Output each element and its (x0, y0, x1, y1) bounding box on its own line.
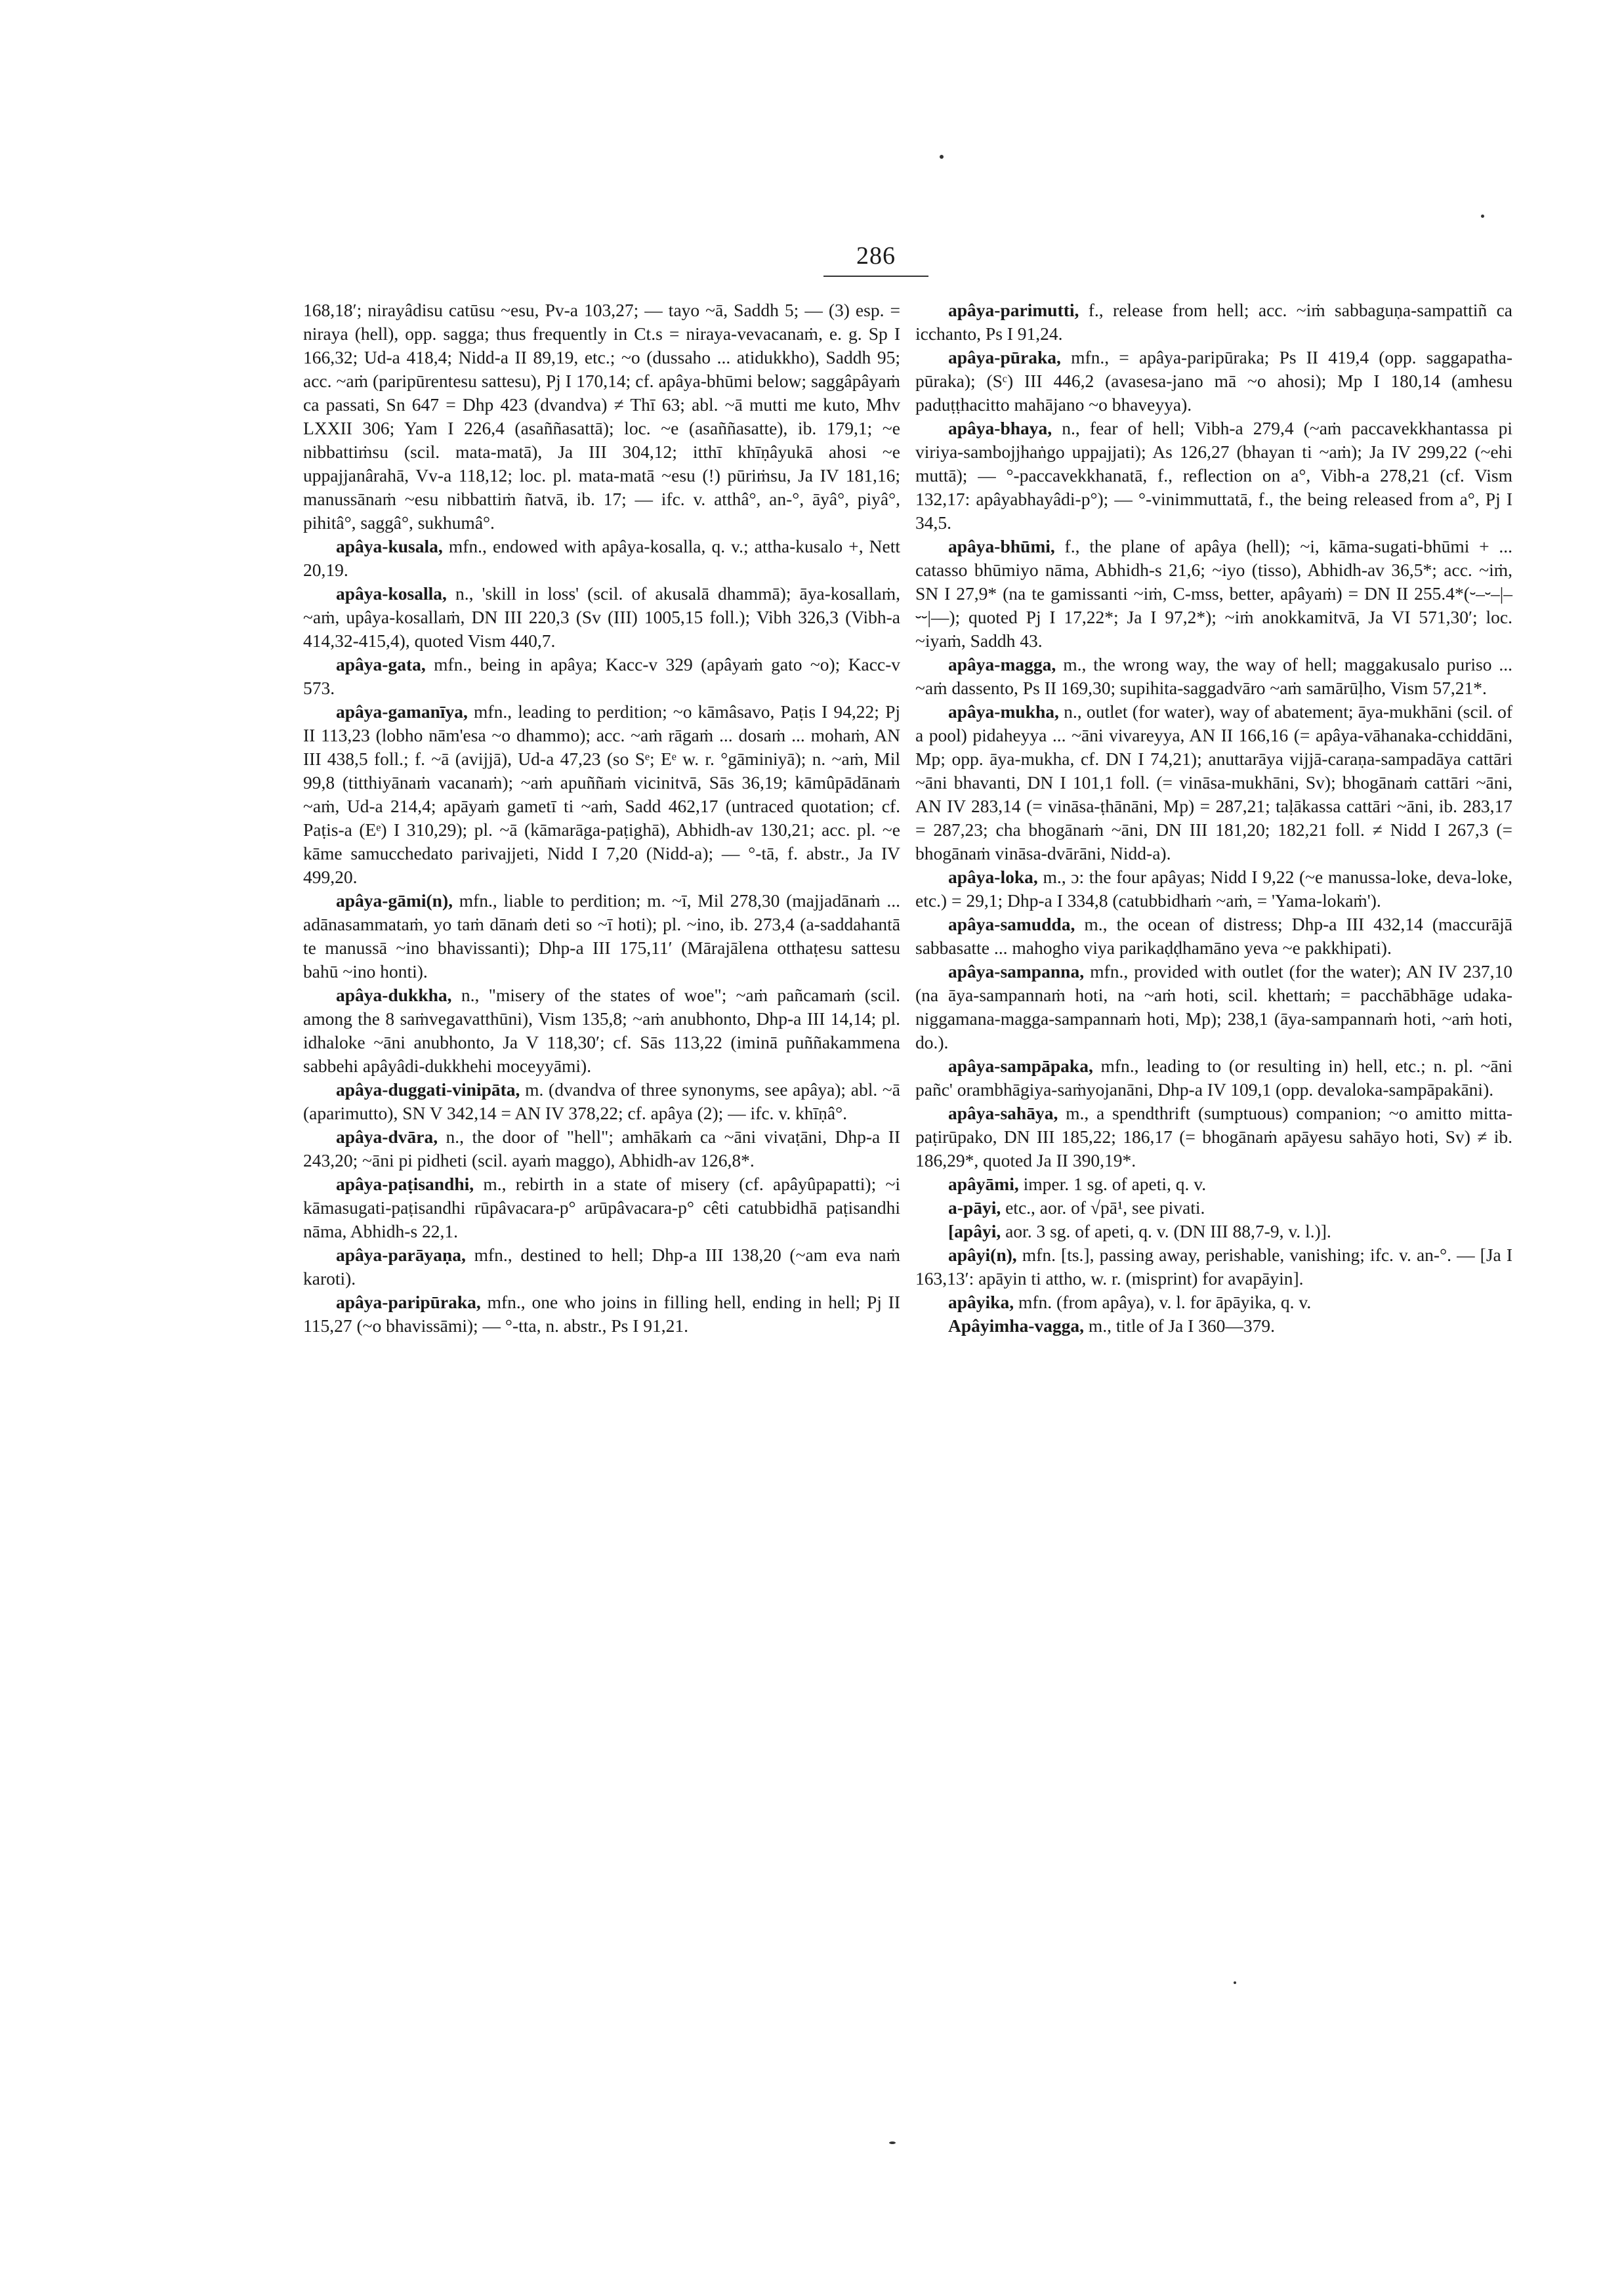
entry-headword: apâyika, (948, 1292, 1014, 1312)
right-column (915, 299, 1512, 1338)
entry-text: m., ɔ: the four apâyas; Nidd I 9,22 (~e manussa-loke, deva-loke, etc.) = 29,1; Dhp-a I 334,8 (catubbidhaṁ ~aṁ, = 'Yama-lokaṁ'). (915, 867, 1513, 911)
entry-text: mfn. [ts.], passing away, perishable, vanishing; ifc. v. an-°. — [Ja I 163,13′: apāyin ti attho, w. r. (misprint) for avapāyin]. (915, 1245, 1512, 1289)
dictionary-entry (915, 700, 1512, 865)
dictionary-entry (915, 653, 1512, 700)
dictionary-entry (915, 346, 1512, 417)
entry-headword: apâya-bhaya, (948, 418, 1052, 438)
dictionary-entry (915, 865, 1512, 913)
entry-text: f., the plane of apâya (hell); ~i, kāma-sugati-bhūmi + ... catasso bhūmiyo nāma, Abhidh-s 21,6; ~iyo (tisso), Abhidh-av 36,5*; acc. ~iṁ, SN I 27,9* (na te gamissanti ~iṁ, C-mss, better, apâyaṁ) = DN II 255.4*(⏑–⏑–|–⏑⏑|––); quoted Pj I 17,22*; Ja I 97,2*); ~iṁ anokkamitvā, Ja VI 571,30′; loc. ~iyaṁ, Saddh 43. (915, 536, 1513, 651)
entry-text: mfn., destined to hell; Dhp-a III 138,20 (~am eva naṁ karoti). (303, 1245, 901, 1289)
entry-text: mfn., leading to (or resulting in) hell, etc.; n. pl. ~āni pañc' orambhāgiya-saṁyojanāni, Dhp-a IV 109,1 (opp. devaloka-sampāpakāni). (915, 1056, 1513, 1100)
entry-headword: apâya-kosalla, (336, 583, 447, 604)
entry-headword: apâyi(n), (948, 1245, 1017, 1265)
entry-text: m., the wrong way, the way of hell; maggakusalo puriso ... ~aṁ dassento, Ps II 169,30; supihita-saggadvāro ~aṁ samārūḷho, Vism 57,21*. (915, 654, 1513, 698)
entry-headword: apâya-sampāpaka, (948, 1056, 1093, 1076)
dictionary-entry (915, 1220, 1512, 1243)
dictionary-entry (303, 1243, 900, 1291)
entry-headword: apâya-kusala, (336, 536, 443, 556)
scan-speck (940, 155, 944, 159)
entry-text: mfn. (from apâya), v. l. for āpāyika, q. v. (1018, 1292, 1312, 1312)
dictionary-entry (915, 299, 1512, 346)
entry-text: m., the ocean of distress; Dhp-a III 432,14 (maccurājā sabbasatte ... mahogho viya parikaḍḍhamāno yeva ~e pakkhipati). (915, 914, 1512, 958)
dictionary-entry (915, 1054, 1512, 1102)
entry-text: mfn., = apâya-paripūraka; Ps II 419,4 (opp. saggapatha-pūraka); (Sᶜ) III 446,2 (avasesa-jano mā ~o ahosi); Mp I 180,14 (amhesu paduṭṭhacitto mahājano ~o bhaveyya). (915, 347, 1512, 415)
dictionary-entry (915, 1172, 1512, 1196)
entry-headword: apâya-parimutti, (948, 300, 1079, 320)
scan-speck (1234, 1981, 1236, 1984)
entry-headword: apâya-gata, (336, 654, 426, 674)
left-column (303, 299, 900, 1338)
entry-text: f., release from hell; acc. ~iṁ sabbaguṇa-sampattiñ ca icchanto, Ps I 91,24. (915, 300, 1513, 344)
entry-headword: apâya-loka, (948, 867, 1038, 887)
entry-text: m., rebirth in a state of misery (cf. apâyûpapatti); ~i kāmasugati-paṭisandhi rūpâvacara-p° arūpâvacara-p° cêti catubbidhā paṭisandhi nāma, Abhidh-s 22,1. (303, 1174, 900, 1241)
entry-headword: apâya-sampanna, (948, 961, 1085, 982)
entry-text: n., "misery of the states of woe"; ~aṁ pañcamaṁ (scil. among the 8 saṁvegavatthūni), Vism 135,8; ~aṁ anubhonto, Dhp-a III 14,14; pl. idhaloke ~āni anubhonto, Ja V 118,30′; cf. Sās 113,22 (iminā puññakammena sabbehi apâyâdi-dukkhehi moceyyāmi). (303, 985, 901, 1076)
entry-text: m., a spendthrift (sumptuous) companion; ~o amitto mitta-paṭirūpako, DN III 185,22; 186,17 (= bhogānaṁ apāyesu sahāyo hoti, Sv) ≠ ib. 186,29*, quoted Ja II 390,19*. (915, 1103, 1513, 1170)
entry-text: n., 'skill in loss' (scil. of akusalā dhammā); āya-kosallaṁ, ~aṁ, upâya-kosallaṁ, DN III 220,3 (Sv (III) 1005,15 foll.); Vibh 326,3 (Vibh-a 414,32-415,4), quoted Vism 440,7. (303, 583, 901, 651)
entry-headword: apâya-dvāra, (336, 1127, 438, 1147)
entry-headword: Apâyimha-vagga, (948, 1315, 1085, 1336)
entry-text: mfn., provided with outlet (for the water); AN IV 237,10 (na āya-sampannaṁ hoti, na ~aṁ hoti, scil. khettaṁ; = pacchābhāge udaka-niggamana-magga-sampannaṁ hoti, Mp); 238,1 (āya-sampannaṁ hoti, ~aṁ hoti, do.). (915, 961, 1513, 1052)
dictionary-entry (303, 582, 900, 653)
entry-text: m., title of Ja I 360—379. (1088, 1315, 1276, 1336)
entry-headword: apâya-parāyaṇa, (336, 1245, 466, 1265)
entry-headword: apâya-paṭisandhi, (336, 1174, 474, 1194)
dictionary-entry (915, 1102, 1512, 1172)
dictionary-entry (303, 653, 900, 700)
entry-text: etc., aor. of √pā¹, see pivati. (1005, 1197, 1205, 1218)
dictionary-entry (915, 1314, 1512, 1338)
entry-text: 168,18′; nirayâdisu catūsu ~esu, Pv-a 103,27; — tayo ~ā, Saddh 5; — (3) esp. = niraya (hell), opp. sagga; thus frequently in Ct.s = niraya-vevacanaṁ, e. g. Sp I 166,32; Ud-a 418,4; Nidd-a II 89,19, etc.; ~o (dussaho ... atidukkho), Saddh 95; acc. ~aṁ (paripūrentesu sattesu), Pj I 170,14; cf. apâya-bhūmi below; saggâpâyaṁ ca passati, Sn 647 = Dhp 423 (dvandva) ≠ Thī 63; abl. ~ā mutti me kuto, Mhv LXXII 306; Yam I 226,4 (asaññasattā); loc. ~e (asaññasatte), ib. 179,1; ~e nibbattiṁsu (scil. mata-matā), Ja III 304,12; itthī khīṇâyukā ahosi ~e uppajjanârahā, Vv-a 118,12; loc. pl. mata-matā ~esu (!) pūriṁsu, Ja IV 181,16; manussānaṁ ~esu nibbattiṁ ñatvā, ib. 17; — ifc. v. atthâ°, an-°, āyâ°, piyâ°, pihitâ°, saggâ°, sukhumâ°. (303, 300, 900, 533)
dictionary-entry (915, 1291, 1512, 1314)
dictionary-entry (915, 417, 1512, 535)
dictionary-entry (303, 889, 900, 983)
dictionary-entry (915, 1196, 1512, 1220)
entry-headword: apâya-mukha, (948, 701, 1059, 722)
dictionary-entry (915, 960, 1512, 1054)
entry-text: n., outlet (for water), way of abatement; āya-mukhāni (scil. of a pool) pidaheyya ... ~āni vivareyya, AN II 166,16 (= apâya-vāhanaka-cchiddāni, Mp; opp. āya-mukha, cf. DN I 74,21); anuttarāya vijjā-caraṇa-sampadāya cattāri ~āni bhavanti, DN I 101,1 foll. (= vināsa-mukhāni, Sv); bhogānaṁ cattāri ~āni, AN IV 283,14 (= vināsa-ṭhānāni, Mp) = 287,21; taḷākassa cattāri ~āni, ib. 283,17 = 287,23; cha bhogānaṁ ~āni, DN III 181,20; 182,21 foll. ≠ Nidd I 267,3 (= bhogānaṁ vināsa-dvārāni, Nidd-a). (915, 701, 1512, 863)
entry-headword: apâya-paripūraka, (336, 1292, 481, 1312)
dictionary-entry (303, 299, 900, 535)
entry-headword: apâya-magga, (948, 654, 1056, 674)
dictionary-entry (303, 1078, 900, 1125)
page-number: 286 (856, 242, 896, 270)
entry-headword: apâyāmi, (948, 1174, 1019, 1194)
entry-headword: [apâyi, (948, 1221, 1001, 1241)
entry-headword: apâya-dukkha, (336, 985, 452, 1005)
dictionary-entry (915, 913, 1512, 960)
entry-text: n., the door of "hell"; amhākaṁ ca ~āni vivaṭāni, Dhp-a II 243,20; ~āni pi pidheti (scil. ayaṁ maggo), Abhidh-av 126,8*. (303, 1127, 900, 1170)
entry-text: mfn., one who joins in filling hell, ending in hell; Pj II 115,27 (~o bhavissāmi); — °-tta, n. abstr., Ps I 91,21. (303, 1292, 900, 1336)
entry-text: n., fear of hell; Vibh-a 279,4 (~aṁ paccavekkhantassa pi viriya-sambojjhaṅgo uppajjati); As 126,27 (bhayan ti ~aṁ); Ja IV 299,22 (~ehi muttā); — °-paccavekkhanatā, f., reflection on a°, Vibh-a 278,21 (cf. Vism 132,17: apâyabhayâdi-p°); — °-vinimmuttatā, f., the being released from a°, Pj I 34,5. (915, 418, 1512, 533)
entry-text: mfn., being in apâya; Kacc-v 329 (apâyaṁ gato ~o); Kacc-v 573. (303, 654, 901, 698)
entry-text: mfn., liable to perdition; m. ~ī, Mil 278,30 (majjadānaṁ ... adānasammataṁ, yo taṁ dānaṁ deti so ~ī hoti); pl. ~ino, ib. 273,4 (a-saddahantā te manussā ~ino bhavissanti); Dhp-a III 175,11′ (Mārajālena otthaṭesu sattesu bahū ~ino honti). (303, 890, 901, 982)
dictionary-entry (303, 535, 900, 582)
entry-headword: apâya-samudda, (948, 914, 1075, 934)
entry-text: aor. 3 sg. of apeti, q. v. (DN III 88,7-9, v. l.)]. (1005, 1221, 1331, 1241)
entry-headword: apâya-gāmi(n), (336, 890, 453, 911)
entry-text: mfn., endowed with apâya-kosalla, q. v.; attha-kusalo +, Nett 20,19. (303, 536, 900, 580)
dictionary-entry (303, 1125, 900, 1172)
entry-headword: a-pāyi, (948, 1197, 1001, 1218)
entry-text: imper. 1 sg. of apeti, q. v. (1023, 1174, 1207, 1194)
entry-headword: apâya-gamanīya, (336, 701, 468, 722)
scan-speck (1481, 215, 1484, 218)
page-number-rule (823, 276, 928, 277)
entry-headword: apâya-pūraka, (948, 347, 1061, 367)
dictionary-entry (915, 535, 1512, 653)
entry-headword: apâya-sahāya, (948, 1103, 1058, 1123)
dictionary-entry (303, 700, 900, 889)
dictionary-entry (915, 1243, 1512, 1291)
dictionary-entry (303, 1291, 900, 1338)
entry-text: mfn., leading to perdition; ~o kāmâsavo, Paṭis I 94,22; Pj II 113,23 (lobho nām'esa ~o dhammo); acc. ~aṁ rāgaṁ ... dosaṁ ... mohaṁ, AN III 438,5 foll.; f. ~ā (avijjā), Ud-a 47,23 (so Sᵉ; Eᵉ w. r. °gāminiyā); n. ~aṁ, Mil 99,8 (titthiyānaṁ vacanaṁ); ~aṁ apuññaṁ vicinitvā, Sās 36,19; kāmûpādānaṁ ~aṁ, Ud-a 214,4; apāyaṁ gametī ti ~aṁ, Sadd 462,17 (untraced quotation; cf. Paṭis-a (Eᵉ) I 310,29); pl. ~ā (kāmarāga-paṭighā), Abhidh-av 130,21; acc. pl. ~e kāme samucchedato parivajjeti, Nidd I 7,20 (Nidd-a); — °-tā, f. abstr., Ja IV 499,20. (303, 701, 901, 887)
entry-text: m. (dvandva of three synonyms, see apâya); abl. ~ā (aparimutto), SN V 342,14 = AN IV 378,22; cf. apâya (2); — ifc. v. khīṇâ°. (303, 1079, 900, 1123)
dictionary-entry (303, 1172, 900, 1243)
dictionary-entry (303, 983, 900, 1078)
entry-headword: apâya-duggati-vinipāta, (336, 1079, 520, 1100)
entry-headword: apâya-bhūmi, (948, 536, 1055, 556)
scan-speck (889, 2141, 896, 2144)
